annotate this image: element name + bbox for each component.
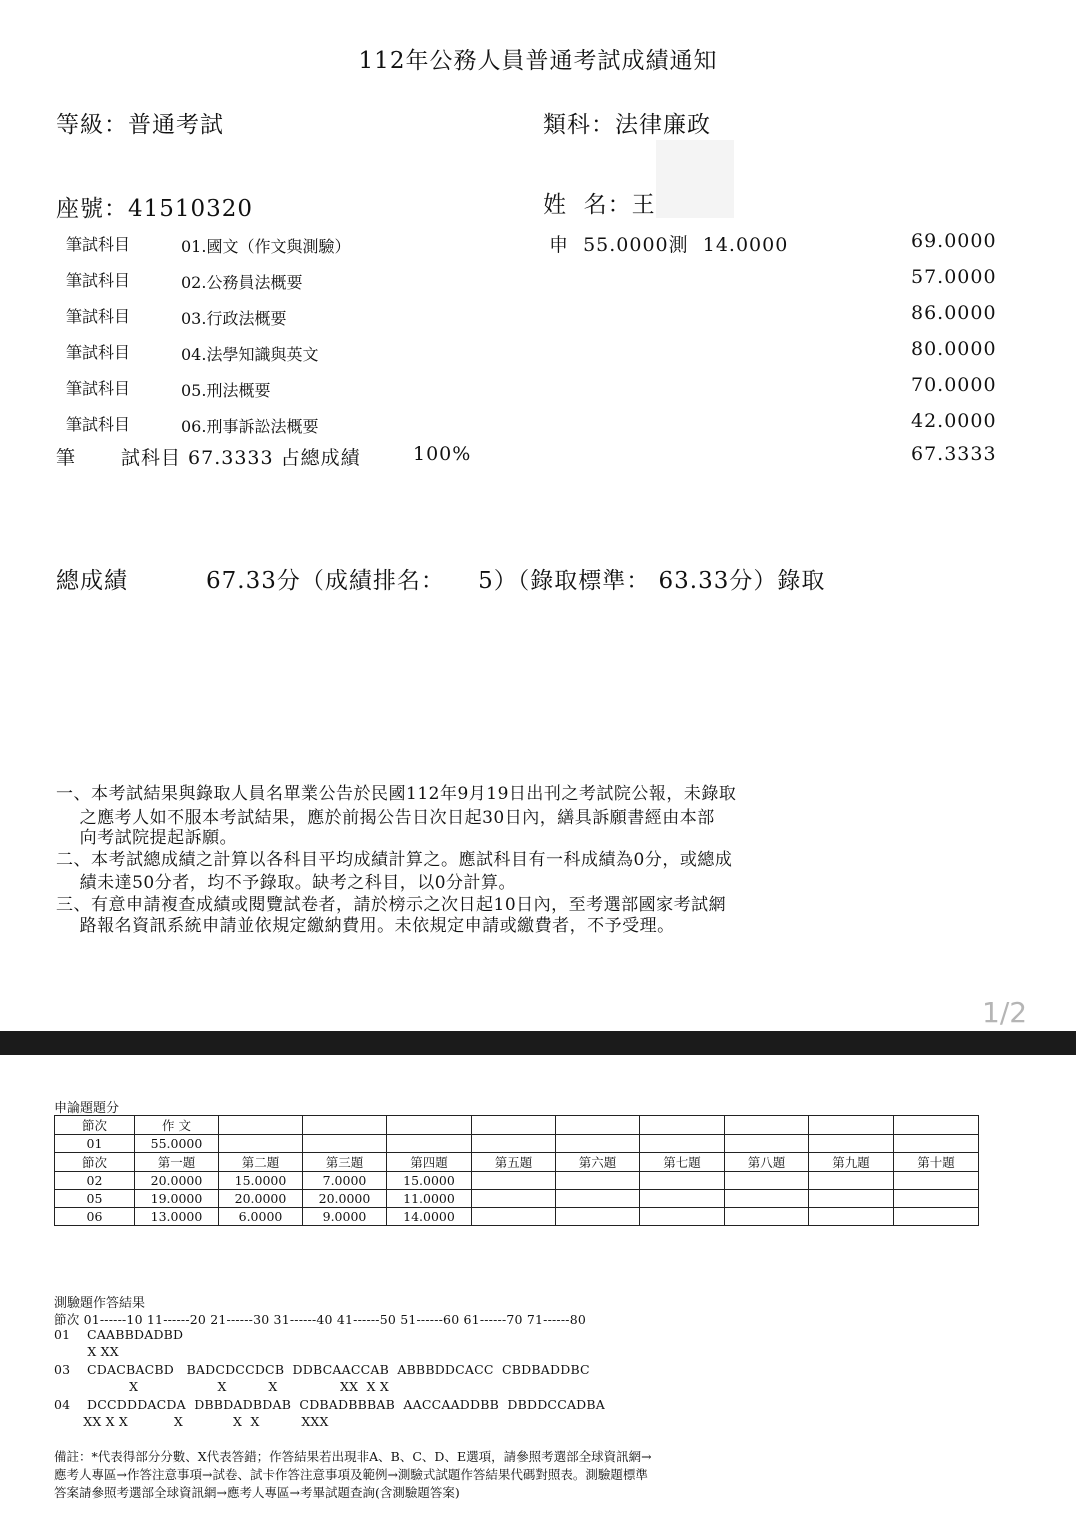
table-cell [725,1190,809,1208]
table-cell [809,1208,894,1226]
note-line: 向考試院提起訴願。 [56,828,238,848]
table-cell [472,1116,556,1135]
table-row [55,1208,979,1226]
table-cell: 第一題 [135,1153,219,1172]
exam-level: 等級：普通考試 [56,112,224,138]
footnote-line: 備註：*代表得部分分數、X代表答錯；作答結果若出現非A、B、C、D、E選項，請參照考選部全球資訊網→ [54,1449,652,1464]
table-cell [472,1135,556,1153]
table-cell [725,1172,809,1190]
subject-name: 05.刑法概要 [181,381,271,400]
exam-category: 類科：法律廉政 [543,112,711,138]
table-cell: 05 [55,1190,135,1208]
redaction-mask [656,140,734,218]
table-row [55,1190,979,1208]
page-title: 112年公務人員普通考試成績通知 [358,48,718,74]
subject-name: 03.行政法概要 [181,309,287,328]
table-cell: 第十題 [894,1153,979,1172]
mc-line: XX X X X X X XXX [54,1414,329,1429]
note-line: 二、本考試總成績之計算以各科目平均成績計算之。應試科目有一科成績為0分，或總成 [56,850,733,870]
table-cell: 20.0000 [219,1190,303,1208]
candidate-name: 姓 名：王 [543,192,656,218]
table-cell [556,1135,640,1153]
table-row [55,1135,979,1153]
mc-line: 04 DCCDDDACDA DBBDADBDAB CDBADBBBAB AACCAADDBB DBDDCCADBA [54,1397,606,1412]
table-cell [556,1116,640,1135]
summary-percent: 100% [413,443,472,465]
table-cell [387,1135,472,1153]
table-cell [894,1190,979,1208]
table-cell [894,1135,979,1153]
table-cell: 第六題 [556,1153,640,1172]
table-cell [725,1135,809,1153]
note-line: 三、有意申請複查成績或閱覽試卷者，請於榜示之次日起10日內，至考選部國家考試網 [56,895,727,915]
note-line: 績未達50分者，均不予錄取。缺考之科目，以0分計算。 [56,873,517,893]
mc-section-title: 測驗題作答結果 [54,1296,146,1311]
table-row [55,1172,979,1190]
table-cell [472,1208,556,1226]
note-line: 之應考人如不服本考試結果，應於前揭公告日次日起30日內，繕具訴願書經由本部 [56,808,715,828]
table-row [55,1153,979,1172]
table-cell: 19.0000 [135,1190,219,1208]
table-cell [219,1116,303,1135]
table-cell: 20.0000 [303,1190,387,1208]
mc-line: X X X XX X X [54,1379,389,1394]
subject-name: 01.國文（作文與測驗） [181,237,351,256]
table-cell [640,1190,725,1208]
subject-name: 04.法學知識與英文 [181,345,319,364]
page-divider [0,1031,1076,1055]
mc-line: 01 CAABBDADBD [54,1327,184,1342]
table-cell: 01 [55,1135,135,1153]
table-cell [894,1116,979,1135]
table-cell [640,1172,725,1190]
summary-label-a: 筆 [56,447,77,469]
note-line: 路報名資訊系統申請並依規定繳納費用。未依規定申請或繳費者，不予受理。 [56,916,675,936]
table-cell [640,1208,725,1226]
page-indicator: 1/2 [982,996,1028,1029]
table-cell [472,1172,556,1190]
table-cell [556,1208,640,1226]
subject-type: 筆試科目 [66,307,131,326]
subject-name: 06.刑事訴訟法概要 [181,417,319,436]
table-cell [303,1116,387,1135]
table-cell: 第五題 [472,1153,556,1172]
total-label: 總成績 [56,568,128,594]
table-cell [556,1172,640,1190]
table-cell: 第七題 [640,1153,725,1172]
table-cell [809,1172,894,1190]
table-cell [725,1116,809,1135]
note-line: 一、本考試結果與錄取人員名單業公告於民國112年9月19日出刊之考試院公報，未錄取 [56,784,737,804]
subject-type: 筆試科目 [66,415,131,434]
table-cell: 節次 [55,1153,135,1172]
table-row [55,1116,979,1135]
subject-score: 86.0000 [911,302,997,324]
table-cell: 55.0000 [135,1135,219,1153]
mc-line: X XX [54,1344,119,1359]
table-cell: 02 [55,1172,135,1190]
table-cell [472,1190,556,1208]
subject-type: 筆試科目 [66,235,131,254]
table-cell [640,1116,725,1135]
table-cell [809,1116,894,1135]
table-cell: 15.0000 [387,1172,472,1190]
subject-score: 57.0000 [911,266,997,288]
subject-detail: 申 55.0000測 14.0000 [549,234,789,256]
mc-line: 節次 01------10 11------20 21------30 31------40 41------50 51------60 61------70 71------80 [54,1312,587,1327]
table-cell [556,1190,640,1208]
table-cell: 第九題 [809,1153,894,1172]
table-cell [640,1135,725,1153]
table-cell: 作 文 [135,1116,219,1135]
total-result: 67.33分（成績排名： 5）（錄取標準： 63.33分）錄取 [206,568,826,594]
table-cell [387,1116,472,1135]
subject-type: 筆試科目 [66,379,131,398]
footnote-line: 答案請參照考選部全球資訊網→應考人專區→考畢試題查詢(含測驗題答案) [54,1485,460,1500]
table-cell: 6.0000 [219,1208,303,1226]
essay-section-title: 申論題題分 [54,1101,120,1116]
subject-score: 69.0000 [911,230,997,252]
subject-score: 42.0000 [911,410,997,432]
table-cell [809,1190,894,1208]
subject-type: 筆試科目 [66,271,131,290]
summary-label-b: 試科目 67.3333 占總成績 [121,447,361,469]
table-cell: 14.0000 [387,1208,472,1226]
summary-score: 67.3333 [911,443,997,465]
seat-number: 座號：41510320 [56,196,254,222]
table-cell: 第八題 [725,1153,809,1172]
table-cell: 20.0000 [135,1172,219,1190]
table-cell [894,1208,979,1226]
table-cell [725,1208,809,1226]
subject-name: 02.公務員法概要 [181,273,303,292]
table-cell: 15.0000 [219,1172,303,1190]
table-cell: 第三題 [303,1153,387,1172]
table-cell [894,1172,979,1190]
table-cell: 第二題 [219,1153,303,1172]
table-cell: 第四題 [387,1153,472,1172]
table-cell [303,1135,387,1153]
subject-type: 筆試科目 [66,343,131,362]
table-cell [219,1135,303,1153]
table-cell: 節次 [55,1116,135,1135]
table-cell [809,1135,894,1153]
mc-line: 03 CDACBACBD BADCDCCDCB DDBCAACCAB ABBBDDCACC CBDBADDBC [54,1362,590,1377]
subject-score: 70.0000 [911,374,997,396]
table-cell: 9.0000 [303,1208,387,1226]
footnote-line: 應考人專區→作答注意事項→試卷、試卡作答注意事項及範例→測驗式試題作答結果代碼對照表。測驗題標準 [54,1467,648,1482]
table-cell: 7.0000 [303,1172,387,1190]
table-cell: 06 [55,1208,135,1226]
essay-score-table [54,1115,979,1226]
table-cell: 13.0000 [135,1208,219,1226]
table-cell: 11.0000 [387,1190,472,1208]
subject-score: 80.0000 [911,338,997,360]
